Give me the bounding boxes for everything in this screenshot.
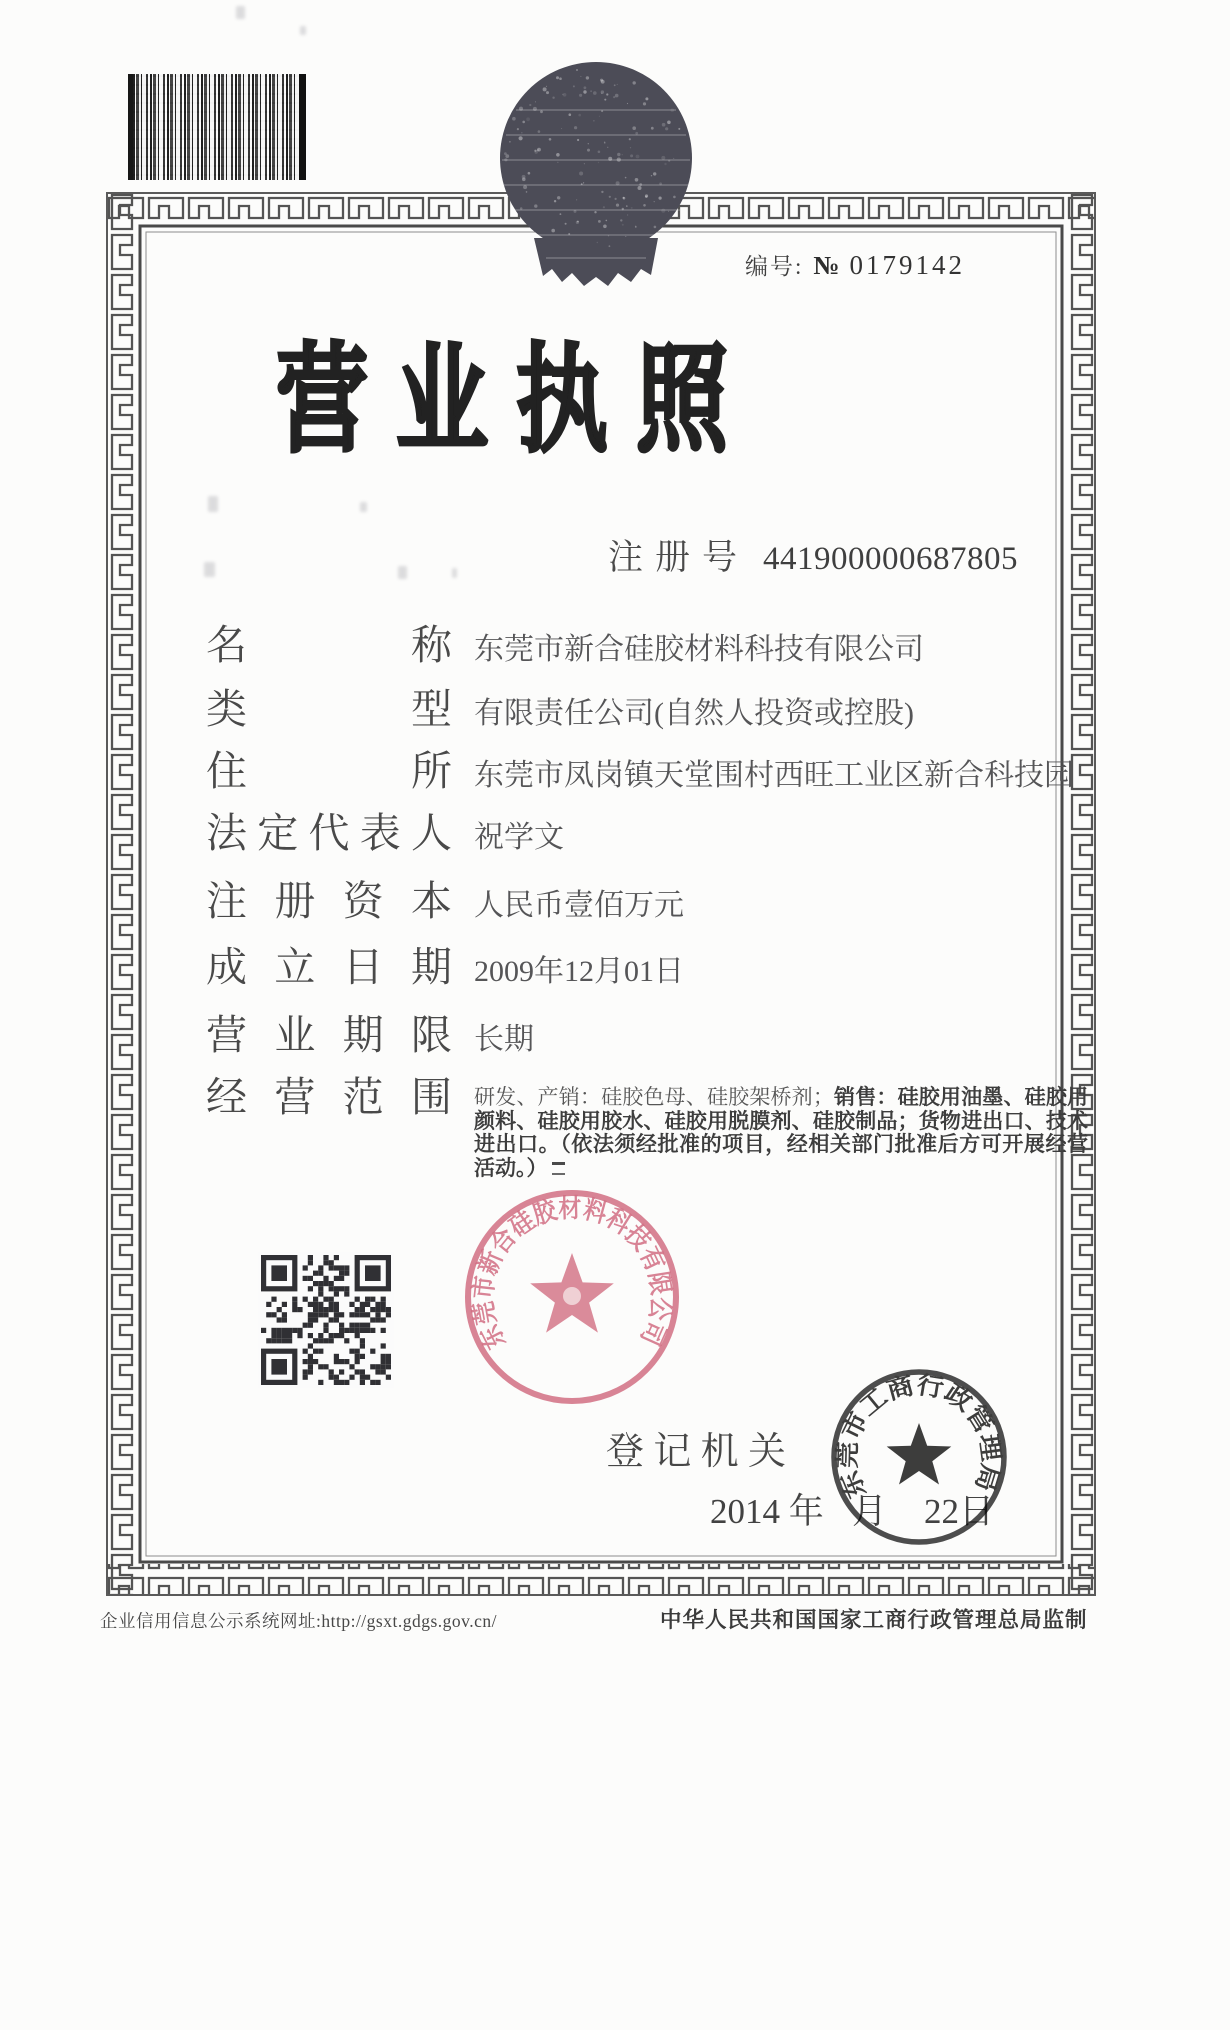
barcode xyxy=(128,74,306,180)
scan-smudge xyxy=(300,26,306,35)
scan-smudge xyxy=(452,568,457,578)
footer-note-left: 企业信用信息公示系统网址:http://gsxt.gdgs.gov.cn/ xyxy=(100,1611,498,1631)
field-value: 长期 xyxy=(474,1023,534,1056)
field-label: 住所 xyxy=(206,748,452,794)
scan-smudge xyxy=(360,502,367,512)
star-icon xyxy=(887,1423,952,1485)
business-scope-text xyxy=(474,1086,1088,1180)
field-row-capital xyxy=(206,868,684,927)
national-emblem xyxy=(496,60,696,295)
issue-date-month: 月 xyxy=(852,1492,888,1531)
registration-number: 441900000687805 xyxy=(763,541,1019,577)
registration-number-line xyxy=(608,530,1018,580)
field-label: 成立日期 xyxy=(206,944,452,990)
field-row-established xyxy=(206,934,684,993)
field-value: 人民币壹佰万元 xyxy=(474,889,684,922)
footer-note-right: 中华人民共和国国家工商行政管理总局监制 xyxy=(660,1608,1088,1632)
field-value: 有限责任公司(自然人投资或控股) xyxy=(474,697,914,730)
field-row-address xyxy=(206,738,1074,797)
field-value: 东莞市凤岗镇天堂围村西旺工业区新合科技园 xyxy=(474,759,1074,792)
registrar-label: 登记机关 xyxy=(606,1431,786,1473)
field-value: 东莞市新合硅胶材料科技有限公司 xyxy=(474,633,924,666)
field-value: 2009年12月01日 xyxy=(474,955,684,988)
field-row-legal-rep xyxy=(206,800,564,859)
serial-number: 0179142 xyxy=(849,250,966,280)
ink-mark xyxy=(552,1162,565,1175)
company-seal-text: 东莞市新合硅胶材料科技有限公司 xyxy=(468,1193,677,1354)
issue-date-year: 2014 年 xyxy=(710,1492,824,1531)
scan-smudge xyxy=(236,6,245,19)
scan-smudge xyxy=(204,562,215,577)
field-value: 祝学文 xyxy=(474,821,564,854)
qr-code xyxy=(258,1252,394,1388)
scan-smudge xyxy=(208,496,218,512)
authority-seal xyxy=(828,1366,1010,1548)
registration-label: 注册号 xyxy=(608,538,750,577)
company-seal xyxy=(459,1184,685,1410)
field-label: 注册资本 xyxy=(206,878,452,924)
business-scope-part1: 研发、产销：硅胶色母、硅胶架桥剂； xyxy=(474,1085,834,1109)
issue-date-day: 22日 xyxy=(924,1492,995,1531)
business-scope-part2: 销售：硅胶用油墨、硅胶用颜料、硅胶用胶水、硅胶用脱膜剂、硅胶制品；货物进出口、技术进出口。（依法须经批准的项目，经相关部门批准后方可开展经营活动。） xyxy=(474,1085,1089,1180)
field-row-name xyxy=(206,612,924,671)
authority-seal-text: 东莞市工商行政管理局 xyxy=(834,1371,1004,1502)
field-row-type xyxy=(206,676,914,735)
field-row-scope xyxy=(206,1064,452,1123)
numero-sign: № xyxy=(813,251,840,280)
certificate-title: 营业执照 xyxy=(276,335,728,467)
field-label: 营业期限 xyxy=(206,1012,452,1058)
field-label: 类型 xyxy=(206,686,452,732)
scan-smudge xyxy=(398,566,407,579)
serial-label: 编号: xyxy=(745,254,804,279)
field-row-term xyxy=(206,1002,534,1061)
serial-line xyxy=(745,248,965,281)
field-label: 经营范围 xyxy=(206,1074,452,1120)
field-label: 名称 xyxy=(206,622,452,668)
field-label: 法定代表人 xyxy=(206,810,452,856)
